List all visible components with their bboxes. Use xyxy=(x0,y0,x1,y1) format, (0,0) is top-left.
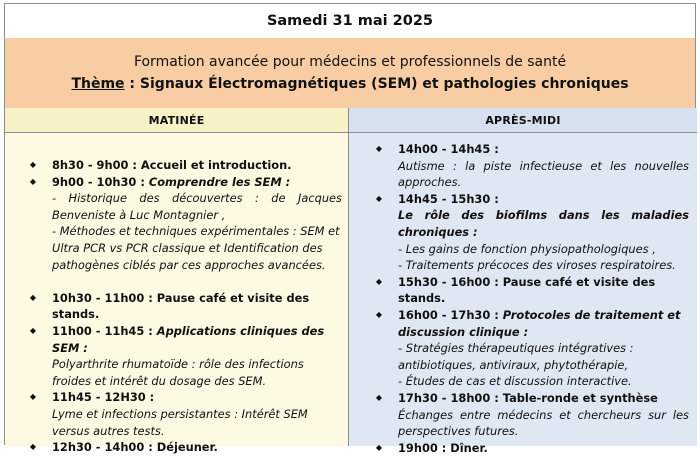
item-detail: - Études de cas et discussion interactive. xyxy=(398,374,632,389)
list-item xyxy=(5,174,342,274)
schedule-frame xyxy=(4,3,696,455)
afternoon-column xyxy=(349,108,697,455)
item-detail: - Méthodes et techniques expérimentales : SEM et Ultra PCR vs PCR classique et Identification des pathogènes ciblés par ces approches avancées. xyxy=(52,224,340,272)
item-time: 17h30 - 18h00 : Table-ronde et synthèse xyxy=(398,390,658,405)
diamond-bullet-icon: ◆ xyxy=(29,325,37,335)
diamond-bullet-icon: ◆ xyxy=(375,309,383,319)
diamond-bullet-icon: ◆ xyxy=(29,392,37,402)
item-time: 11h45 - 12H30 : xyxy=(52,390,155,405)
diamond-bullet-icon: ◆ xyxy=(29,442,37,452)
banner-theme xyxy=(71,73,628,95)
item-detail: Lyme et infections persistantes : Intérêt SEM versus autres tests. xyxy=(52,406,308,438)
morning-heading: MATINÉE xyxy=(5,108,348,133)
diamond-bullet-icon: ◆ xyxy=(375,144,383,153)
diamond-bullet-icon: ◆ xyxy=(29,292,37,302)
item-time: 11h00 - 11h45 : xyxy=(52,323,157,338)
item-time: 16h00 - 17h30 : xyxy=(398,307,503,322)
event-date xyxy=(5,4,695,39)
item-detail: Échanges entre médecins et chercheurs sur les perspectives futures. xyxy=(398,407,689,439)
diamond-bullet-icon: ◆ xyxy=(375,193,383,203)
item-title: Protocoles de traitement et discussion clinique : xyxy=(398,307,681,339)
list-item xyxy=(349,274,689,307)
item-title: Le rôle des biofilms dans les maladies chroniques : xyxy=(398,208,689,239)
item-detail: Polyarthrite rhumatoïde : rôle des infections froides et intérêt du dosage des SEM. xyxy=(52,357,304,388)
diamond-bullet-icon: ◆ xyxy=(375,276,383,286)
item-time: 14h45 - 15h30 : xyxy=(398,191,499,206)
afternoon-list xyxy=(349,133,697,456)
list-item xyxy=(5,157,342,174)
item-time: 9h00 - 10h30 : xyxy=(52,174,149,189)
item-time: 12h30 - 14h00 : Déjeuner. xyxy=(52,440,218,455)
item-detail: - Traitements précoces des viroses respiratoires. xyxy=(398,258,676,273)
theme-label: Thème xyxy=(71,76,125,92)
list-item xyxy=(5,290,342,323)
item-title: Applications cliniques des SEM : xyxy=(52,323,325,355)
list-item xyxy=(349,141,689,191)
morning-list xyxy=(5,133,348,456)
diamond-bullet-icon: ◆ xyxy=(29,176,37,186)
list-item xyxy=(349,390,689,440)
item-time: 14h00 - 14h45 : xyxy=(398,142,499,156)
event-date-text: Samedi 31 mai 2025 xyxy=(266,13,434,29)
list-item xyxy=(5,439,342,456)
banner-subtitle: Formation avancée pour médecins et professionnels de santé xyxy=(133,54,567,70)
afternoon-heading: APRÈS-MIDI xyxy=(349,108,697,133)
item-time: 10h30 - 11h00 : Pause café et visite des stands. xyxy=(52,290,310,322)
item-detail: - Historique des découvertes : de Jacques Benveniste à Luc Montagnier , xyxy=(52,191,342,222)
item-time: 19h00 : Dîner. xyxy=(398,440,488,455)
diamond-bullet-icon: ◆ xyxy=(29,160,37,169)
item-title: Comprendre les SEM : xyxy=(148,174,291,189)
diamond-bullet-icon: ◆ xyxy=(375,442,383,452)
list-item xyxy=(5,323,342,389)
diamond-bullet-icon: ◆ xyxy=(375,392,383,402)
item-detail: - Les gains de fonction physiopathologiques , xyxy=(398,241,656,256)
title-banner xyxy=(5,38,695,109)
morning-column xyxy=(5,108,349,455)
item-time: 8h30 - 9h00 : Accueil et introduction. xyxy=(52,158,292,172)
list-item xyxy=(349,307,689,390)
list-item xyxy=(5,389,342,439)
theme-text: : Signaux Électromagnétiques (SEM) et pathologies chroniques xyxy=(124,76,629,92)
list-item xyxy=(349,440,689,456)
list-item xyxy=(349,191,689,274)
item-detail: Autisme : la piste infectieuse et les nouvelles approches. xyxy=(398,158,689,190)
item-detail: - Stratégies thérapeutiques intégratives : antibiotiques, antiviraux, phytothérapie, xyxy=(398,341,634,372)
item-time: 15h30 - 16h00 : Pause café et visite des stands. xyxy=(398,274,656,306)
